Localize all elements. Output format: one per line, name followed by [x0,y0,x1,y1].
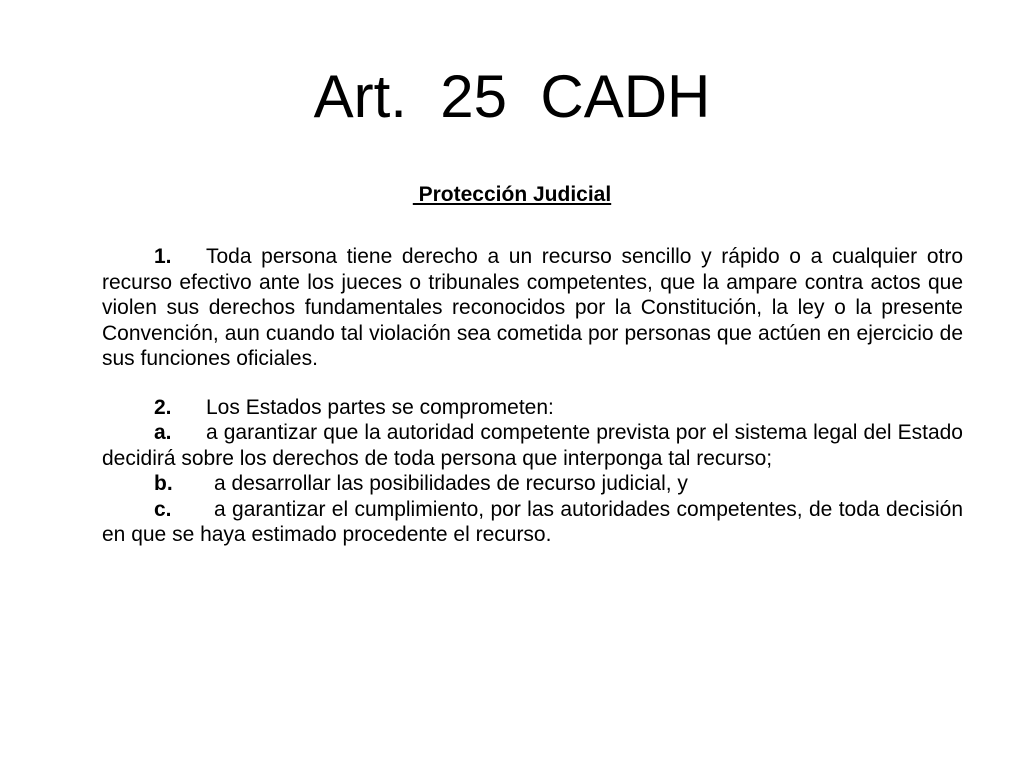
paragraph-a-text: a garantizar que la autoridad competente prevista por el sistema legal del Estado decidirá sobre los derechos de toda persona que interponga tal recurso; [102,421,963,470]
paragraph-b-letter: b. [154,472,173,495]
paragraph-b-text: a desarrollar las posibilidades de recurso judicial, y [214,472,688,495]
spacer [102,372,963,395]
paragraph-1-number: 1. [154,245,172,268]
slide-title: Art. 25 CADH [313,63,711,130]
paragraph-1-text: Toda persona tiene derecho a un recurso sencillo y rápido o a cualquier otro recurso efectivo ante los jueces o tribunales competentes, que la ampare contra actos que violen sus derechos fundamentales reconocidos por la Constitución, la ley o la presente Convención, aun cuando tal violación sea cometida por personas que actúen en ejercicio de sus funciones oficiales. [102,245,963,370]
paragraph-c-text: a garantizar el cumplimiento, por las autoridades competentes, de toda decisión en que se haya estimado procedente el recurso. [102,497,963,546]
paragraph-c-letter: c. [154,497,172,521]
paragraph-1 [102,244,963,372]
paragraph-b [102,471,963,497]
paragraph-a-letter: a. [154,421,172,444]
section-heading [0,182,1024,208]
paragraph-2-number: 2. [154,395,172,419]
paragraph-c [102,497,963,548]
paragraph-2-text: Los Estados partes se comprometen: [206,395,554,419]
article-body [102,244,963,548]
paragraph-a [102,420,963,471]
section-heading-text: Protección Judicial [412,183,612,206]
paragraph-2 [102,395,963,421]
